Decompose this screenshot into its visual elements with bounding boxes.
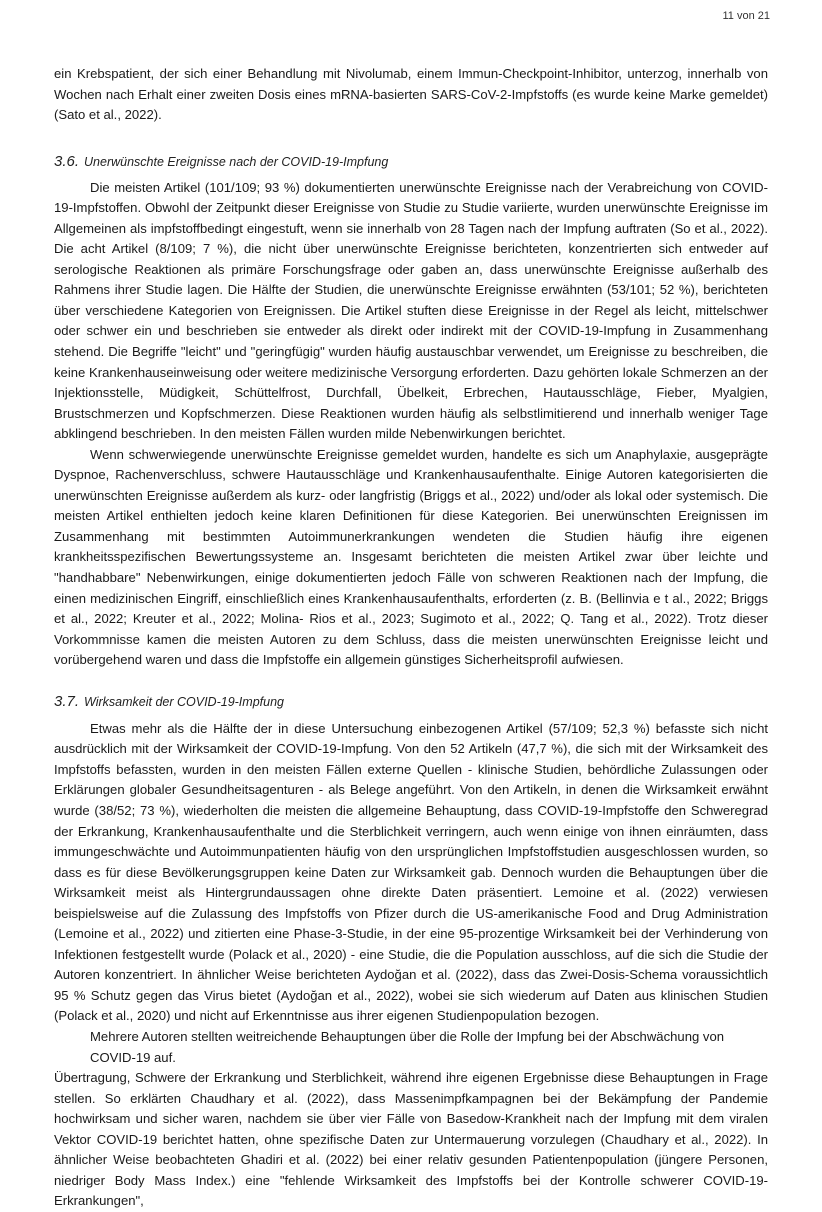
paragraph: Übertragung, Schwere der Erkrankung und Sterblichkeit, während ihre eigenen Ergebnisse diese Behauptungen in Frage stellen. So erklärten Chaudhary et al. (2022), dass Massenimpfkampagnen bei der Bekämpfung der Pandemie hochwirksam und sicher waren, nachdem sie über vier Fälle von Basedow-Krankheit nach der Impfung mit dem viralen Vektor COVID-19 berichtet hatten, ohne spezifische Daten zur Untermauerung vorzulegen (Chaudhary et al., 2022). In ähnlicher Weise beobachteten Ghadiri et al. (2022) bei einer relativ gesunden Patientenpopulation (jüngere Personen, niedriger Body Mass Index.) eine "fehlende Wirksamkeit des Impfstoffs bei der Kontrolle schwerer COVID-19-Erkrankungen", <box>54 1070 768 1209</box>
intro-paragraph: ein Krebspatient, der sich einer Behandlung mit Nivolumab, einem Immun-Checkpoint-Inhibitor, unterzog, innerhalb von Wochen nach Erhalt einer zweiten Dosis eines mRNA-basierten SARS-CoV-2-Impfstoffs (es wurde keine Marke gemeldet) (Sato et al., 2022). <box>54 66 768 123</box>
section-number: 3.7. <box>54 692 80 710</box>
paragraph: Etwas mehr als die Hälfte der in diese Untersuchung einbezogenen Artikel (57/109; 52,3 %) befasste sich nicht ausdrücklich mit der Wirksamkeit der COVID-19-Impfung. Von den 52 Artikeln (47,7 %), die sich mit der Wirksamkeit des Impfstoffs befassten, wurden in den meisten Fällen externe Quellen - klinische Studien, behördliche Zulassungen oder Erklärungen globaler Gesundheitsagenturen - als Belege angeführt. Von den Artikeln, in denen die Wirksamkeit erwähnt wurde (38/52; 73 %), wiederholten die meisten die allgemeine Behauptung, dass COVID-19-Impfstoffe den Schweregrad der Erkrankung, Krankenhausaufenthalte und die Sterblichkeit verringern, auch wenn einige von ihnen einräumten, dass immungeschwächte und Autoimmunpatienten häufig von den ursprünglichen Impfstoffstudien ausgeschlossen wurden, so dass es für diese Bevölkerungsgruppen keine Daten zur Wirksamkeit gab. Dennoch wurden die Behauptungen über die Wirksamkeit meist als Hintergrundaussagen ohne direkte Daten präsentiert. Lemoine et al. (2022) verwiesen beispielsweise auf die Zulassung des Impfstoffs von Pfizer durch die US-amerikanische Food and Drug Administration (Lemoine et al., 2022) und zitierten eine Phase-3-Studie, in der eine 95-prozentige Wirksamkeit bei der Verhinderung von Infektionen festgestellt wurde (Polack et al., 2020) - eine Studie, die die Population ausschloss, auf die sich die Studie der Autoren konzentriert. In ähnlicher Weise berichteten Aydoğan et al. (2022), dass das Zwei-Dosis-Schema voraussichtlich 95 % Schutz gegen das Virus bietet (Aydoğan et al., 2022), wobei sie sich wiederum auf Daten aus klinischen Studien (Polack et al., 2020) und nicht auf Erkenntnisse aus ihrer eigenen Studienpopulation bezogen. <box>54 720 768 1024</box>
section-number: 3.6. <box>54 152 80 170</box>
paragraph: Die meisten Artikel (101/109; 93 %) dokumentierten unerwünschte Ereignisse nach der Verabreichung von COVID-19-Impfstoffen. Obwohl der Zeitpunkt dieser Ereignisse von Studie zu Studie variierte, wurden unerwünschte Ereignisse im Allgemeinen als impfstoffbedingt eingestuft, wenn sie innerhalb von 28 Tagen nach der Impfung auftraten (So et al., 2022). Die acht Artikel (8/109; 7 %), die nicht über unerwünschte Ereignisse berichteten, konzentrierten sich entweder auf serologische Reaktionen als primäre Forschungsfrage oder gaben an, dass unerwünschte Ereignisse außerhalb des Rahmens ihrer Studie lagen. Die Hälfte der Studien, die unerwünschte Ereignisse erwähnten (53/101; 52 %), berichteten über verschiedene Kategorien von Ereignissen. Die Artikel stuften diese Ereignisse in der Regel als leicht, mittelschwer oder schwer ein und beschrieben sie entweder als direkt oder indirekt mit der COVID-19-Impfung in Zusammenhang stehend. Die Begriffe "leicht" und "geringfügig" wurden häufig austauschbar verwendet, um Ereignisse zu beschreiben, die keine Krankenhauseinweisung oder weitere medizinische Versorgung erforderten. Dazu gehörten lokale Schmerzen an der Injektionsstelle, Müdigkeit, Schüttelfrost, Durchfall, Übelkeit, Erbrechen, Hautausschläge, Fieber, Myalgien, Brustschmerzen und Kopfschmerzen. Diese Reaktionen wurden häufig als selbstlimitierend und innerhalb weniger Tage abklingend beschrieben. In den meisten Fällen wurden milde Nebenwirkungen berichtet. <box>54 179 768 442</box>
paragraph: Mehrere Autoren stellten weitreichende Behauptungen über die Rolle der Impfung bei der Abschwächung von COVID-19 auf. <box>90 1028 725 1065</box>
section-title: Unerwünschte Ereignisse nach der COVID-19-Impfung <box>84 154 389 169</box>
section-heading-3-6 <box>54 153 768 171</box>
section-title: Wirksamkeit der COVID-19-Impfung <box>84 694 284 709</box>
document-body <box>54 64 768 1212</box>
page-number: 11 von 21 <box>722 10 770 22</box>
paragraph: Wenn schwerwiegende unerwünschte Ereignisse gemeldet wurden, handelte es sich um Anaphylaxie, ausgeprägte Dyspnoe, Rachenverschluss, schwere Hautausschläge und Krankenhausaufenthalte. Einige Autoren kategorisierten die unerwünschten Ereignisse außerdem als kurz- oder langfristig (Briggs et al., 2022) und/oder als lokal oder systemisch. Die meisten Artikel enthielten jedoch keine klaren Definitionen für diese Kategorien. Bei unerwünschten Ereignissen im Zusammenhang mit bestimmten Autoimmunerkrankungen wendeten die Studien häufig ihre eigenen krankheitsspezifischen Bewertungssysteme an. Insgesamt berichteten die meisten Artikel zwar über leichte und "handhabbare" Nebenwirkungen, einige dokumentierten jedoch Fälle von schweren Reaktionen nach der Impfung, die einen medizinischen Eingriff, einschließlich eines Krankenhausaufenthalts, erforderten (z. B. (Bellinvia e t al., 2022; Briggs et al., 2022; Kreuter et al., 2022; Molina- Rios et al., 2023; Sugimoto et al., 2022; Q. Tang et al., 2022). Trotz dieser Vorkommnisse kamen die meisten Autoren zu dem Schluss, dass die meisten unerwünschten Ereignisse leicht und vorübergehend waren und dass die Impfstoffe ein allgemein günstiges Sicherheitsprofil aufwiesen. <box>54 446 768 668</box>
section-heading-3-7 <box>54 693 768 711</box>
